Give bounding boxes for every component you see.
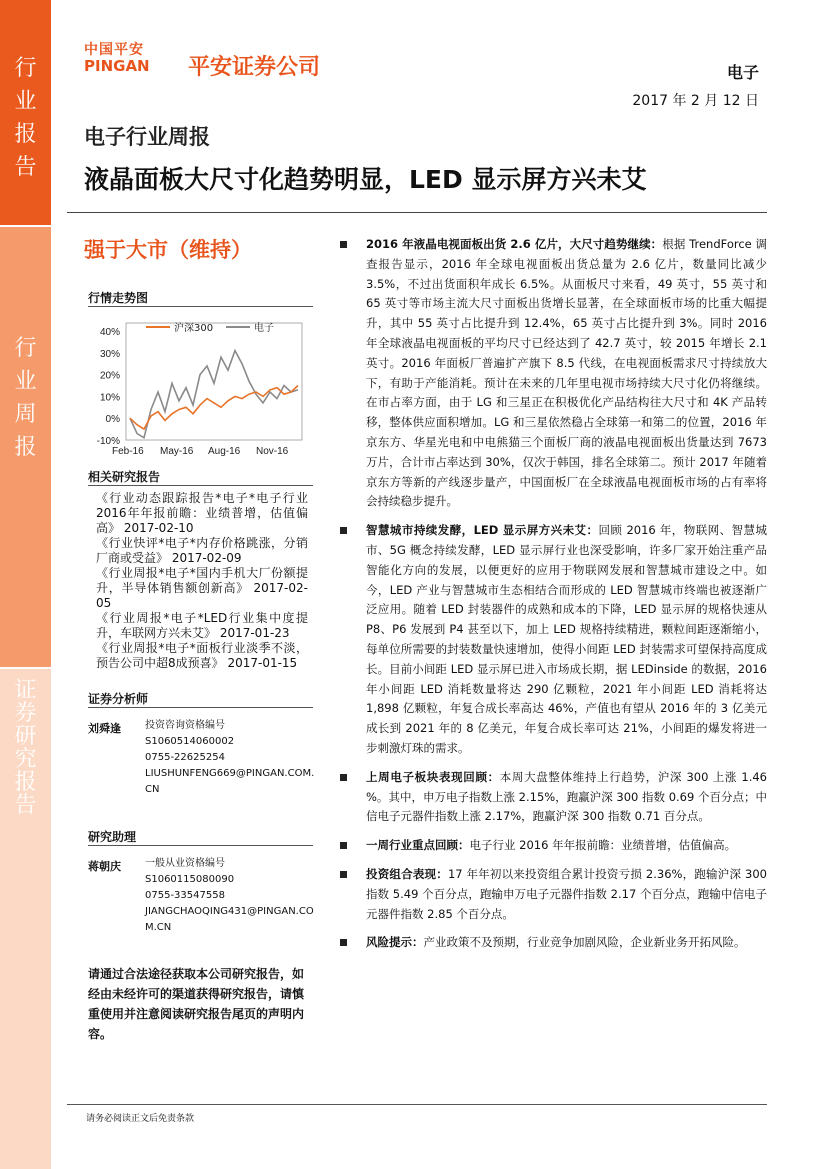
legend-label: 电子: [254, 323, 274, 334]
chart-heading: 行情走势图: [88, 291, 149, 305]
body-paragraph: [340, 521, 767, 759]
x-tick-label: Nov-16: [256, 446, 289, 457]
sidebar-weekly-block: [0, 227, 51, 667]
sidebar-char: 证: [14, 678, 37, 703]
paragraph-text: 17 年年初以来投资组合累计投资亏损 2.36%，跑输沪深 300 指数 5.49 个百分点，跑输申万电子元器件指数 2.17 个百分点，跑输中信电子元器件指数 2.85 个百分点。: [366, 866, 767, 921]
sidebar-report-type-block: [0, 0, 51, 225]
analyst-email-cont[interactable]: CN: [145, 784, 160, 795]
company-name: 平安证券公司: [188, 55, 321, 80]
pingan-logo: [84, 42, 150, 74]
body-paragraph: [340, 235, 767, 512]
sidebar-research-block: [0, 669, 51, 1169]
sidebar-char: 券: [14, 701, 37, 726]
sidebar-char: 报: [14, 435, 37, 460]
assistant-info: [145, 856, 314, 936]
body-paragraph: [340, 768, 767, 827]
paragraph-lead: 上周电子板块表现回顾：: [366, 769, 500, 784]
sidebar-char: 告: [14, 793, 37, 818]
body-paragraph: [340, 836, 767, 856]
market-trend-chart: [88, 313, 313, 463]
sidebar-char: 周: [14, 402, 37, 427]
paragraph-lead: 风险提示：: [366, 935, 424, 950]
bullet-icon: [340, 842, 347, 849]
sidebar-char: 业: [14, 369, 37, 394]
analyst-name: 刘舜逢: [88, 722, 121, 735]
assistant-cert-id: S1060115080090: [145, 874, 235, 885]
legend-label: 沪深300: [174, 323, 214, 334]
sidebar: [0, 0, 51, 1169]
paragraph-lead: 一周行业重点回顾：: [366, 838, 470, 853]
analyst-heading: 证券分析师: [88, 692, 149, 706]
body-paragraph: [340, 865, 767, 924]
divider: [88, 306, 313, 307]
related-report-item[interactable]: 《行业周报*电子*面板行业淡季不淡，预告公司中超8成预喜》 2017-01-15: [96, 641, 308, 670]
main-content: [340, 235, 767, 962]
body-paragraph: [340, 933, 767, 953]
sidebar-char: 业: [14, 89, 37, 114]
assistant-heading: 研究助理: [88, 830, 137, 844]
logo-en-text: PINGAN: [84, 57, 150, 75]
paragraph-lead: 智慧城市持续发酵，LED 显示屏方兴未艾：: [366, 523, 599, 538]
x-tick-label: May-16: [160, 446, 194, 457]
divider: [88, 485, 313, 486]
sidebar-char: 行: [14, 56, 37, 81]
analyst-cert-id: S1060514060002: [145, 736, 235, 747]
y-tick-label: 20%: [99, 370, 120, 382]
paragraph-lead: 投资组合表现：: [366, 866, 448, 881]
related-report-item[interactable]: 《行业动态跟踪报告*电子*电子行业 2016年年报前瞻：业绩普增，估值偏高》 2017-02-10: [96, 491, 308, 535]
bullet-icon: [340, 527, 347, 534]
bullet-icon: [340, 241, 347, 248]
assistant-phone: 0755-33547558: [145, 890, 225, 901]
x-tick-label: Aug-16: [208, 446, 241, 457]
paragraph-text: 电子行业 2016 年年报前瞻：业绩普增，估值偏高。: [469, 838, 737, 853]
bullet-icon: [340, 939, 347, 946]
paragraph-text: 回顾 2016 年，物联网、智慧城市、5G 概念持续发酵，LED 显示屏行业也深受影响，许多厂家开始注重产品智能化方向的发展，以便更好的应用于物联网发展和智慧城市建设之中。如今，LED 产业与智慧城市生态相结合而形成的 LED 智慧城市终端也被逐渐广泛应用。随着 LED 封装器件的成熟和成本的下降，LED 显示屏的规格快速从 P8、P6 发展到 P4 甚至以下，加上 LED 规格持续精进，颗粒间距逐渐缩小，每单位所需要的封装数量快速增加，使得小间距 LED 封装需求可望保持高度成长。目前小间距 LED 显示屏已进入市场成长期，据 LEDinside 的数据，2016 年小间距 LED 消耗数量将达 290 亿颗粒，2021 年小间距 LED 消耗将达 1,898 亿颗粒，年复合成长率高达 46%，产值也有望从 2016 年的 3 亿美元成长到 2021 年的 8 亿美元，年复合成长率可达 21%，小间距的爆发将进一步刺激灯珠的需求。: [366, 523, 768, 755]
analyst-email[interactable]: LIUSHUNFENG669@PINGAN.COM.: [145, 768, 315, 779]
sector-label: 电子: [726, 63, 759, 82]
paragraph-lead: 2016 年液晶电视面板出货 2.6 亿片，大尺寸趋势继续：: [366, 237, 663, 251]
paragraph-text: 本周大盘整体维持上行趋势，沪深 300 上涨 1.46 %。其中，申万电子指数上涨 2.15%，跑赢沪深 300 指数 0.69 个百分点；中信电子元器件指数上涨 2.17%，跑赢沪深 300 指数 0.71 百分点。: [366, 769, 767, 824]
assistant-info-line: 一般从业资格编号: [145, 858, 225, 869]
y-tick-label: 0%: [105, 414, 120, 426]
related-reports-heading: 相关研究报告: [88, 470, 161, 484]
y-tick-label: 40%: [99, 327, 120, 338]
rating: 强于大市（维持）: [84, 238, 252, 262]
x-tick-label: Feb-16: [112, 446, 144, 457]
y-tick-label: 10%: [99, 392, 120, 404]
report-title: 液晶面板大尺寸化趋势明显，LED 显示屏方兴未艾: [84, 165, 647, 194]
series-line-沪深300: [130, 386, 298, 430]
divider: [88, 845, 313, 846]
divider: [88, 707, 313, 708]
y-tick-label: -10%: [96, 436, 120, 447]
bullet-icon: [340, 871, 347, 878]
assistant-email[interactable]: JIANGCHAOQING431@PINGAN.CO: [145, 906, 314, 917]
series-line-电子: [130, 351, 298, 438]
sidebar-char: 究: [14, 747, 37, 772]
y-tick-label: 30%: [99, 348, 120, 360]
bullet-icon: [340, 774, 347, 781]
sidebar-char: 报: [14, 122, 37, 147]
report-type: 电子行业周报: [84, 125, 210, 149]
analyst-info: [145, 718, 314, 798]
header-divider: [67, 212, 767, 213]
sidebar-char: 行: [14, 336, 37, 361]
assistant-name: 蒋朝庆: [88, 860, 121, 873]
assistant-email-cont[interactable]: M.CN: [145, 922, 172, 933]
sidebar-char: 研: [14, 724, 37, 749]
analyst-info-line: 投资咨询资格编号: [145, 720, 225, 731]
disclaimer: 请通过合法途径获取本公司研究报告，如经由未经许可的渠道获得研究报告，请慎重使用并注意阅读研究报告尾页的声明内容。: [88, 967, 305, 1041]
related-reports-list: [96, 491, 308, 671]
footer-note: 请务必阅读正文后免责条款: [86, 1114, 195, 1124]
sidebar-char: 告: [14, 155, 37, 180]
sidebar-char: 报: [14, 770, 37, 795]
analyst-phone: 0755-22625254: [145, 752, 225, 763]
logo-cn-text: 中国平安: [84, 42, 144, 58]
related-report-item[interactable]: 《行业周报*电子*LED行业集中度提升，车联网方兴未艾》 2017-01-23: [96, 611, 308, 640]
paragraph-text: 产业政策不及预期，行业竞争加剧风险，企业新业务开拓风险。: [423, 935, 746, 950]
report-date: 2017 年 2 月 12 日: [632, 93, 759, 109]
footer-divider: [67, 1104, 767, 1105]
related-report-item[interactable]: 《行业周报*电子*国内手机大厂份额提升，半导体销售额创新高》 2017-02-05: [96, 566, 308, 610]
paragraph-text: 根据 TrendForce 调查报告显示，2016 年全球电视面板出货总量为 2.6 亿片，数量同比减少 3.5%，不过出货面积年成长 6.5%。从面板尺寸来看，49 英寸，55 英寸和 65 英寸等市场主流大尺寸面板出货增长显著，在全球面板市场的比重大幅提升，其中 55 英寸占比提升到 12.4%，65 英寸占比提升到 3%。同时 2016 年全球液晶电视面板的平均尺寸已经达到了 42.7 英寸，较 2015 年增长 2.1 英寸。2016 年面板厂普遍扩产旗下 8.5 代线，在电视面板需求尺寸持续放大下，有助于产能消耗。预计在未来的几年里电视市场持续大尺寸化仍将继续。在市占率方面，由于 LG 和三星正在积极优化产品结构往大尺寸和 4K 产品转移，整体供应面积增加。LG 和三星依然稳占全球第一和第二的位置，2016 年京东方、华星光电和中电熊猫三个面板厂商的液晶电视面板出货量达到 7673 万片，合计市占率达到 30%，仅次于韩国，排名全球第二。预计 2017 年随着京东方等新的产线逐步量产，中国面板厂在全球液晶电视面板市场的占有率将会持续稳步提升。: [366, 237, 767, 509]
related-report-item[interactable]: 《行业快评*电子*内存价格跳涨，分销厂商或受益》 2017-02-09: [96, 536, 308, 565]
